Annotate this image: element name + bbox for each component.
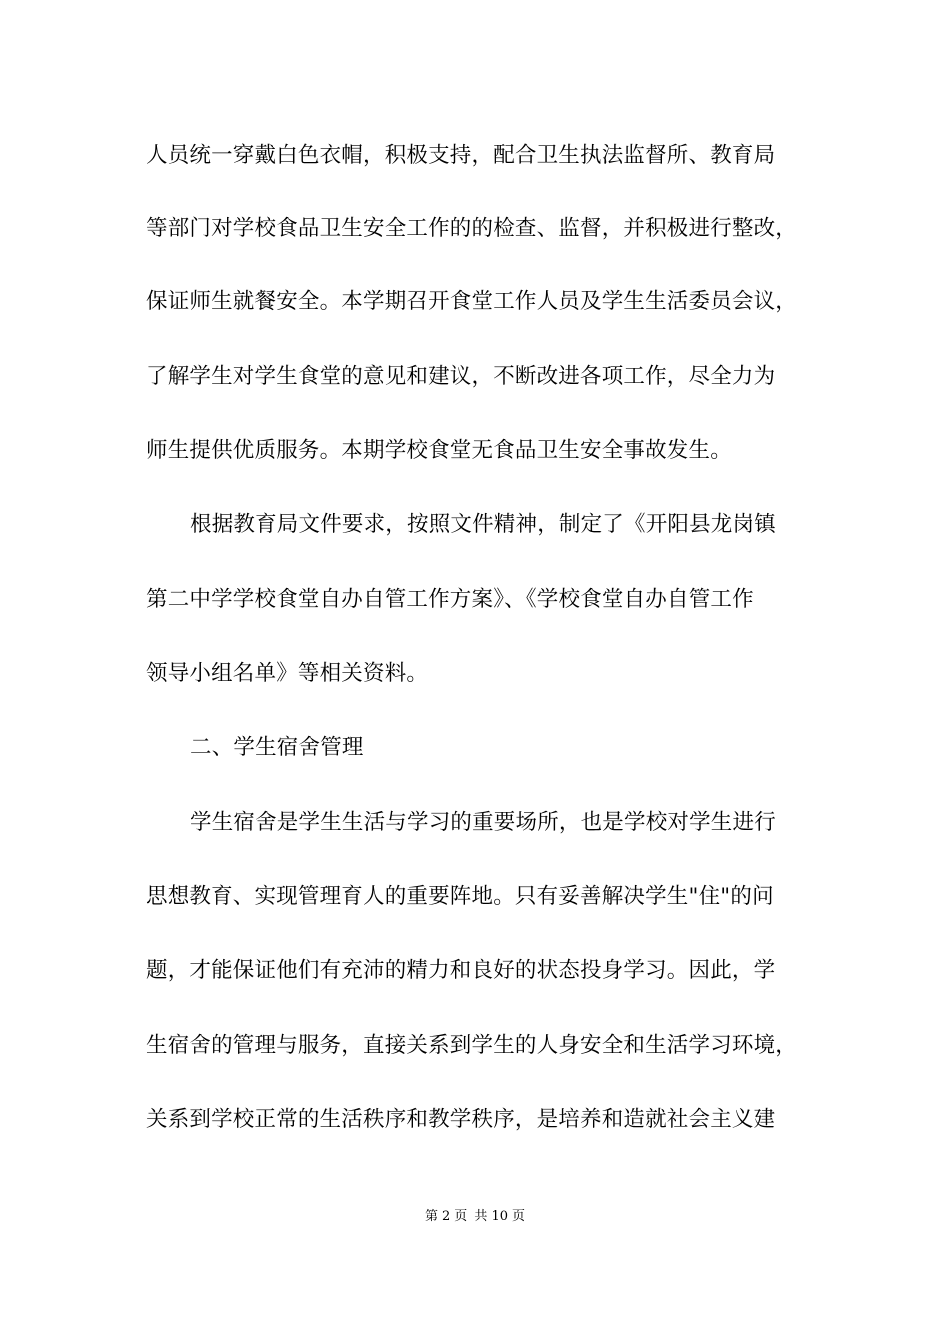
- paragraph-line: 领导小组名单》等相关资料。: [146, 661, 429, 686]
- footer-middle: 页 共: [454, 1209, 488, 1224]
- paragraph-line: 等部门对学校食品卫生安全工作的的检查、监督，并积极进行整改，: [146, 216, 798, 241]
- paragraph-line: 题，才能保证他们有充沛的精力和良好的状态投身学习。因此，学: [146, 958, 776, 983]
- page-footer: [0, 1208, 950, 1226]
- paragraph-line: 人员统一穿戴白色衣帽，积极支持，配合卫生执法监督所、教育局: [146, 143, 776, 168]
- paragraph-line: 第二中学学校食堂自办自管工作方案》、《学校食堂自办自管工作: [146, 587, 754, 612]
- paragraph-line: 学生宿舍是学生生活与学习的重要场所，也是学校对学生进行: [190, 810, 776, 835]
- paragraph-line: 思想教育、实现管理育人的重要阵地。只有妥善解决学生"住"的问: [146, 884, 774, 909]
- paragraph-line: 了解学生对学生食堂的意见和建议，不断改进各项工作，尽全力为: [146, 364, 776, 389]
- paragraph-line: 根据教育局文件要求，按照文件精神，制定了《开阳县龙岗镇: [190, 512, 776, 537]
- footer-prefix: 第: [425, 1209, 439, 1224]
- paragraph-line: 生宿舍的管理与服务，直接关系到学生的人身安全和生活学习环境，: [146, 1033, 798, 1058]
- paragraph-line: 师生提供优质服务。本期学校食堂无食品卫生安全事故发生。: [146, 438, 732, 463]
- paragraph-line: 关系到学校正常的生活秩序和教学秩序，是培养和造就社会主义建: [146, 1107, 776, 1132]
- footer-total-pages: 10: [491, 1209, 508, 1224]
- section-heading: 二、学生宿舍管理: [190, 735, 364, 760]
- footer-suffix: 页: [511, 1209, 525, 1224]
- footer-page-number: 2: [442, 1209, 451, 1224]
- paragraph-line: 保证师生就餐安全。本学期召开食堂工作人员及学生生活委员会议，: [146, 289, 798, 314]
